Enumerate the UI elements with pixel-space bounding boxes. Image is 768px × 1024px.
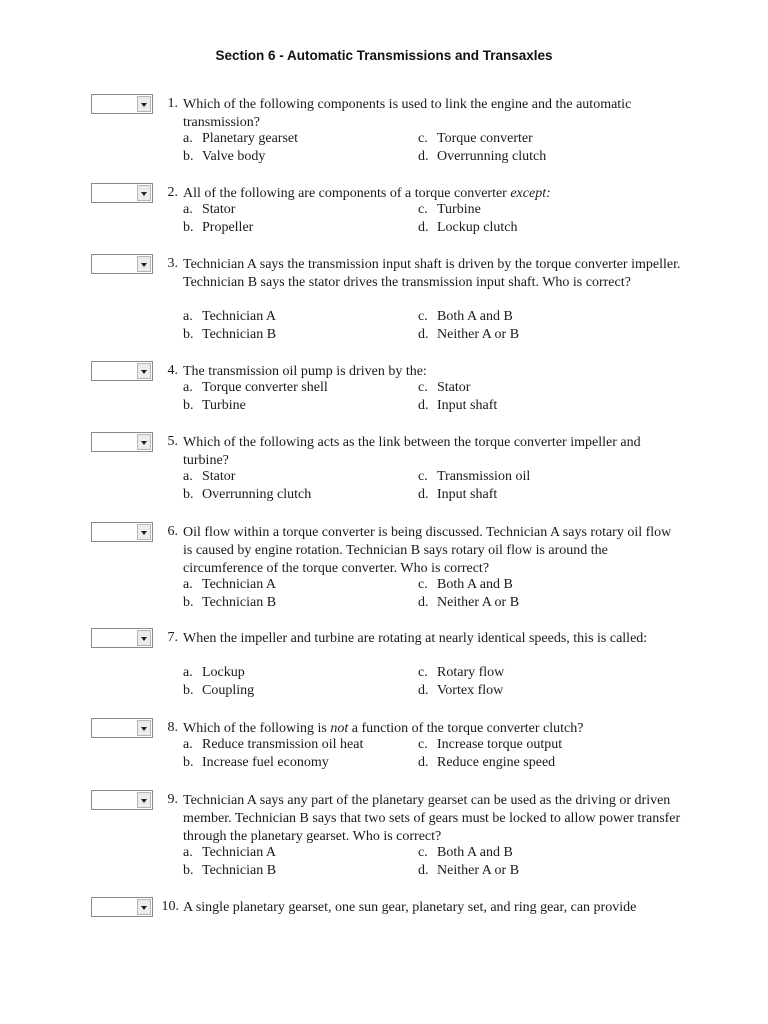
option-a: a. Planetary gearset: [183, 131, 299, 146]
chevron-down-icon[interactable]: [137, 899, 151, 915]
question-number: 6.: [167, 524, 178, 539]
option-c: c. Torque converter: [418, 131, 533, 146]
option-d: d. Neither A or B: [418, 863, 520, 878]
chevron-down-icon[interactable]: [137, 630, 151, 646]
option-b: b. Technician B: [183, 863, 277, 878]
question-number: 3.: [167, 256, 178, 271]
option-a: a. Technician A: [183, 309, 277, 324]
option-b: b. Technician B: [183, 327, 277, 342]
chevron-down-icon[interactable]: [137, 792, 151, 808]
option-b: b. Technician B: [183, 595, 277, 610]
option-b: b. Propeller: [183, 220, 254, 235]
option-c: c. Both A and B: [418, 309, 513, 324]
answer-dropdown-2[interactable]: [91, 183, 153, 203]
question-number: 7.: [167, 630, 178, 645]
question-number: 10.: [161, 899, 179, 914]
option-a: a. Reduce transmission oil heat: [183, 737, 364, 752]
option-c: c. Stator: [418, 380, 471, 395]
option-b: b. Coupling: [183, 683, 255, 698]
question-number: 8.: [167, 720, 178, 735]
answer-dropdown-8[interactable]: [91, 718, 153, 738]
option-a: a. Stator: [183, 202, 236, 217]
answer-dropdown-9[interactable]: [91, 790, 153, 810]
option-a: a. Stator: [183, 469, 236, 484]
answer-dropdown-3[interactable]: [91, 254, 153, 274]
option-c: c. Transmission oil: [418, 469, 531, 484]
chevron-down-icon[interactable]: [137, 524, 151, 540]
chevron-down-icon[interactable]: [137, 96, 151, 112]
option-d: d. Input shaft: [418, 487, 498, 502]
question-text: Oil flow within a torque converter is being discussed. Technician A says rotary oil flow is caused by engine rotation. Technician B says rotary oil flow is around the circumference of the torque converter. Who is correct?: [183, 525, 672, 576]
page-title: Section 6 - Automatic Transmissions and Transaxles: [215, 48, 553, 63]
question-text: Technician A says any part of the planetary gearset can be used as the driving or driven member. Technician B says that two sets of gears must be locked to allow power transfer through the planetary gearset. Who is correct?: [183, 793, 681, 844]
chevron-down-icon[interactable]: [137, 256, 151, 272]
question-text: When the impeller and turbine are rotating at nearly identical speeds, this is called:: [183, 631, 648, 646]
question-number: 9.: [167, 792, 178, 807]
option-a: a. Torque converter shell: [183, 380, 328, 395]
option-b: b. Valve body: [183, 149, 266, 164]
option-c: c. Turbine: [418, 202, 481, 217]
option-d: d. Input shaft: [418, 398, 498, 413]
question-text: The transmission oil pump is driven by the:: [183, 364, 427, 379]
option-a: a. Technician A: [183, 845, 277, 860]
question-text: Which of the following is not a function of the torque converter clutch?: [183, 721, 584, 736]
option-b: b. Overrunning clutch: [183, 487, 312, 502]
question-text: A single planetary gearset, one sun gear, planetary set, and ring gear, can provide: [183, 900, 637, 915]
option-c: c. Rotary flow: [418, 665, 505, 680]
question-text: All of the following are components of a torque converter except:: [183, 186, 551, 201]
chevron-down-icon[interactable]: [137, 363, 151, 379]
option-c: c. Both A and B: [418, 577, 513, 592]
answer-dropdown-7[interactable]: [91, 628, 153, 648]
answer-dropdown-6[interactable]: [91, 522, 153, 542]
option-d: d. Reduce engine speed: [418, 755, 556, 770]
answer-dropdown-4[interactable]: [91, 361, 153, 381]
option-b: b. Increase fuel economy: [183, 755, 329, 770]
question-number: 2.: [167, 185, 178, 200]
question-text: Which of the following components is used to link the engine and the automatic transmission?: [183, 97, 632, 130]
answer-dropdown-5[interactable]: [91, 432, 153, 452]
chevron-down-icon[interactable]: [137, 185, 151, 201]
answer-dropdown-1[interactable]: [91, 94, 153, 114]
option-d: d. Lockup clutch: [418, 220, 518, 235]
question-number: 5.: [167, 434, 178, 449]
option-d: d. Neither A or B: [418, 595, 520, 610]
chevron-down-icon[interactable]: [137, 434, 151, 450]
option-c: c. Increase torque output: [418, 737, 563, 752]
option-c: c. Both A and B: [418, 845, 513, 860]
question-text: Technician A says the transmission input shaft is driven by the torque converter impeller. Technician B says the stator drives the transmission input shaft. Who is correct?: [183, 257, 681, 290]
option-d: d. Neither A or B: [418, 327, 520, 342]
question-number: 4.: [167, 363, 178, 378]
answer-dropdown-10[interactable]: [91, 897, 153, 917]
option-a: a. Lockup: [183, 665, 245, 680]
option-a: a. Technician A: [183, 577, 277, 592]
option-b: b. Turbine: [183, 398, 246, 413]
question-text: Which of the following acts as the link between the torque converter impeller and turbine?: [183, 435, 641, 468]
option-d: d. Vortex flow: [418, 683, 504, 698]
option-d: d. Overrunning clutch: [418, 149, 547, 164]
question-number: 1.: [167, 96, 178, 111]
chevron-down-icon[interactable]: [137, 720, 151, 736]
